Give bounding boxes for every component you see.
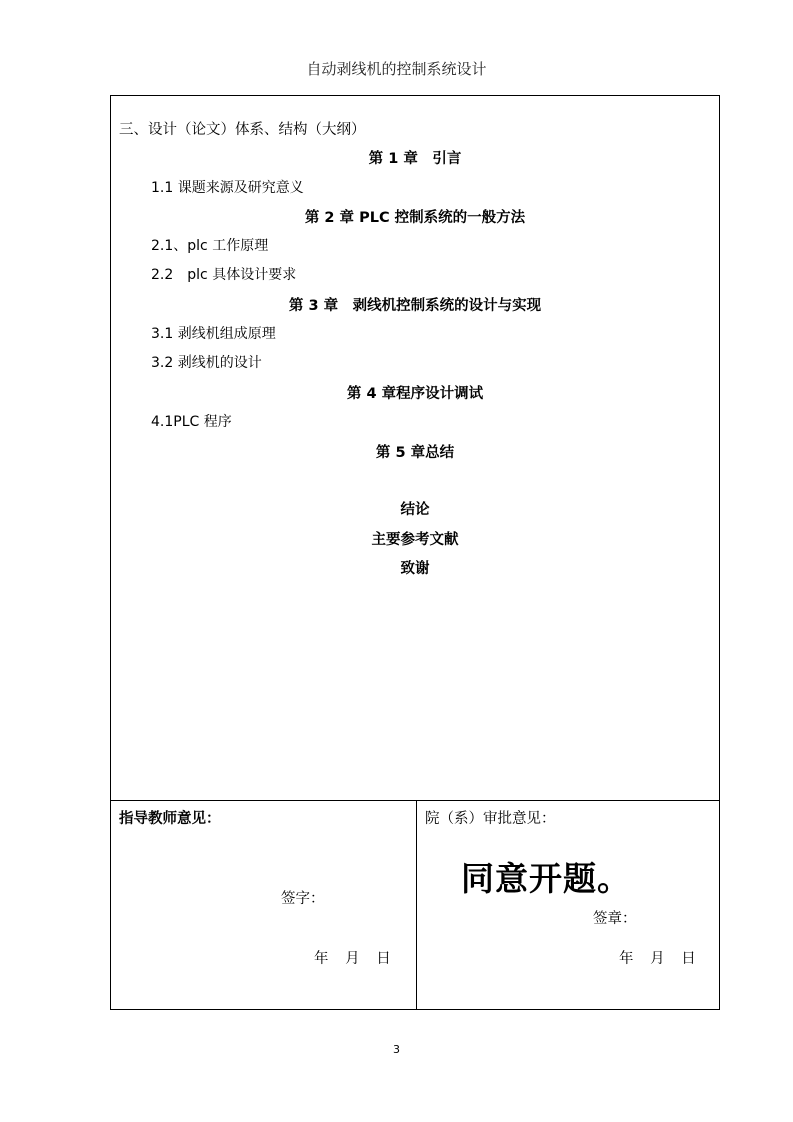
chapter-1-title: 第 1 章 引言 [368, 151, 462, 167]
advisor-opinion-label: 指导教师意见： [119, 811, 221, 827]
form-table [110, 95, 720, 1010]
advisor-opinion-cell [111, 801, 417, 1009]
outline-cell [111, 96, 719, 801]
item-2-1: 2.1、plc 工作原理 [151, 238, 269, 254]
department-opinion-cell [417, 801, 719, 1009]
page-header: 自动剥线机的控制系统设计 [306, 60, 487, 78]
conclusion-title: 结论 [400, 502, 430, 518]
chapter-4-title: 第 4 章程序设计调试 [346, 386, 484, 402]
department-opinion-text: 同意开题。 [461, 859, 631, 898]
advisor-signature-label: 签字： [281, 891, 325, 907]
chapter-2-title: 第 2 章 PLC 控制系统的一般方法 [304, 210, 526, 226]
department-date: 年 月 日 [619, 951, 696, 967]
item-4-1: 4.1PLC 程序 [151, 414, 232, 430]
advisor-date: 年 月 日 [314, 951, 391, 967]
section-title: 三、设计（论文）体系、结构（大纲） [119, 122, 366, 138]
chapter-3-title: 第 3 章 剥线机控制系统的设计与实现 [288, 298, 542, 314]
references-title: 主要参考文献 [371, 532, 459, 548]
opinions-row [111, 801, 719, 1009]
acknowledgement-title: 致谢 [400, 561, 430, 577]
department-stamp-label: 签章： [593, 911, 637, 927]
page-number: 3 [393, 1043, 400, 1056]
item-1-1: 1.1 课题来源及研究意义 [151, 180, 304, 196]
item-2-2: 2.2 plc 具体设计要求 [151, 267, 297, 283]
department-opinion-label: 院（系）审批意见： [425, 811, 556, 827]
item-3-2: 3.2 剥线机的设计 [151, 355, 262, 371]
item-3-1: 3.1 剥线机组成原理 [151, 326, 276, 342]
chapter-5-title: 第 5 章总结 [375, 445, 455, 461]
